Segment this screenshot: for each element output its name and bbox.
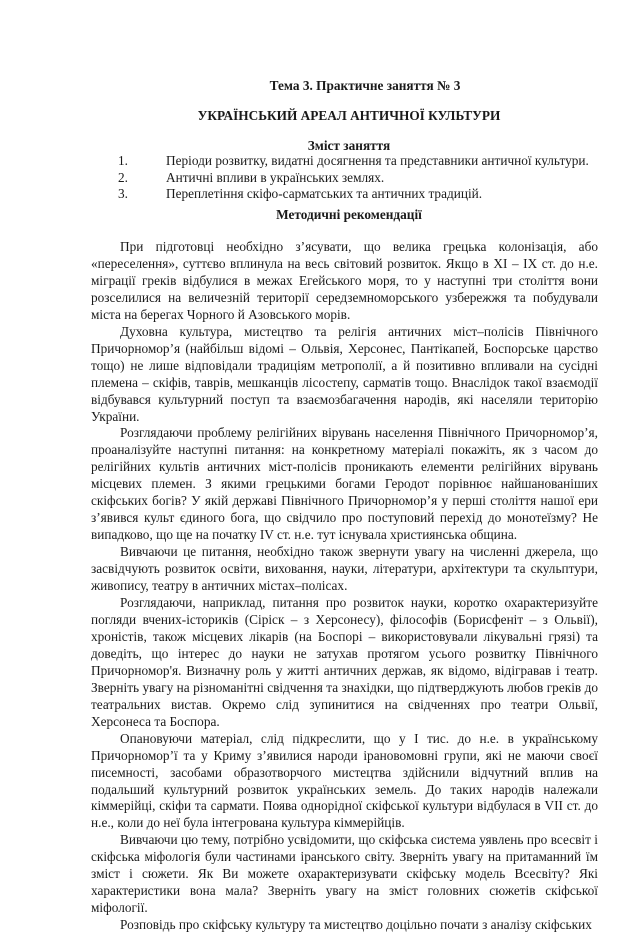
list-item-number: 2. xyxy=(118,169,128,185)
contents-heading: Зміст заняття xyxy=(307,138,391,153)
methods-heading: Методичні рекомендації xyxy=(276,207,422,222)
list-item-number: 1. xyxy=(118,153,128,168)
list-item xyxy=(118,170,598,187)
list-item-text: Переплетіння скіфо-сарматських та античних традицій. xyxy=(166,186,483,202)
paragraph: Вивчаючи це питання, необхідно також звернути увагу на численні джерела, що засвідчують розвиток освіти, виховання, науки, літератури, архітектури та скульптури, живопису, театру в античних містах–полісах. xyxy=(91,544,598,594)
list-item xyxy=(118,153,598,170)
list-item-number: 3. xyxy=(118,186,128,202)
paragraph: Розглядаючи, наприклад, питання про розвиток науки, коротко охарактеризуйте погляди вчених-істориків (Сіріск – з Херсонесу), філософів (Борисфеніт – з Ольвії), хроністів, також місцевих лікарів (на Боспорі – використовували лікувальні грязі) та доведіть, що інтерес до науки не затухав протягом усього розвитку Північного Причорномор'я. Визначну роль у житті античних держав, як відомо, відігравав і театр. Зверніть увагу на різноманітні свідчення та знахідки, що підтверджують любов греків до театральних вистав. Окремо слід зупинитися на свідченнях про театри Ольвії, Херсонеса та Боспора. xyxy=(91,595,598,729)
list-item-text: Античні впливи в українських землях. xyxy=(166,169,385,185)
topic-heading: Тема 3. Практичне заняття № 3 xyxy=(269,78,461,93)
contents-list xyxy=(118,153,598,203)
list-item-text: Періоди розвитку, видатні досягнення та представники античної культури. xyxy=(166,153,589,168)
paragraph: Духовна культура, мистецтво та релігія античних міст–полісів Північного Причорномор’я (найбільш відомі – Ольвія, Херсонес, Пантікапей, Боспорське царство тощо) не лише відповідали традиціям метрополії, а й позитивно впливали на сусідні племена – скіфів, таврів, мешканців лісостепу, сарматів тощо. Внаслідок такої взаємодії відбувався культурний поступ та взаємозбагачення народів, які населяли територію України. xyxy=(91,323,598,424)
body-text xyxy=(91,239,598,934)
paragraph: Розповідь про скіфську культуру та мистецтво доцільно почати з аналізу скіфських xyxy=(120,917,592,933)
paragraph: Вивчаючи цю тему, потрібно усвідомити, що скіфська система уявлень про всесвіт і скіфська міфологія були частинами іранського світу. Зверніть увагу на притаманний їм зміст і сюжети. Як Ви можете охарактеризувати скіфську модель Всесвіту? Які характеристики вона мала? Зверніть увагу на зміст головних сюжетів скіфської міфології. xyxy=(91,832,598,916)
list-item xyxy=(118,186,598,203)
document-title: УКРАЇНСЬКИЙ АРЕАЛ АНТИЧНОЇ КУЛЬТУРИ xyxy=(197,108,501,123)
paragraph: Розглядаючи проблему релігійних вірувань населення Північного Причорномор’я, проаналізуйте наступні питання: на конкретному матеріалі покажіть, як з часом до релігійних культів античних міст-полісів проникають елементи релігійних вірувань місцевих племен. З якими грецькими богами Геродот порівнює найшанованіших скіфських богів? У якій державі Північного Причорномор’я у перші століття нашої ери з’явився культ єдиного бога, що свідчило про поступовий перехід до монотеїзму? Не випадково, що ще на початку IV ст. н.е. тут існувала християнська община. xyxy=(91,425,598,543)
paragraph: При підготовці необхідно з’ясувати, що велика грецька колонізація, або «переселення», суттєво вплинула на весь світовий розвиток. Якщо в XI – IX ст. до н.е. міграції греків відбулися в межах Егейського моря, то у наступні три століття вони розселилися на величезній території середземноморського узбережжя та побудували міста на берегах Чорного й Азовського морів. xyxy=(91,239,598,322)
paragraph: Опановуючи матеріал, слід підкреслити, що у І тис. до н.е. в українському Причорномор’ї та у Криму з’явилися народи ірановомовні групи, які не маючи своєї писемності, засобами образотворчого мистецтва здійснили відчутний вплив на подальший культурний розвиток українських земель. До таких народів належали кіммерійці, скіфи та сармати. Поява однорідної скіфської культури відбулася в VII ст. до н.е., коли до неї була інтегрована культура кіммерійців. xyxy=(91,730,598,831)
